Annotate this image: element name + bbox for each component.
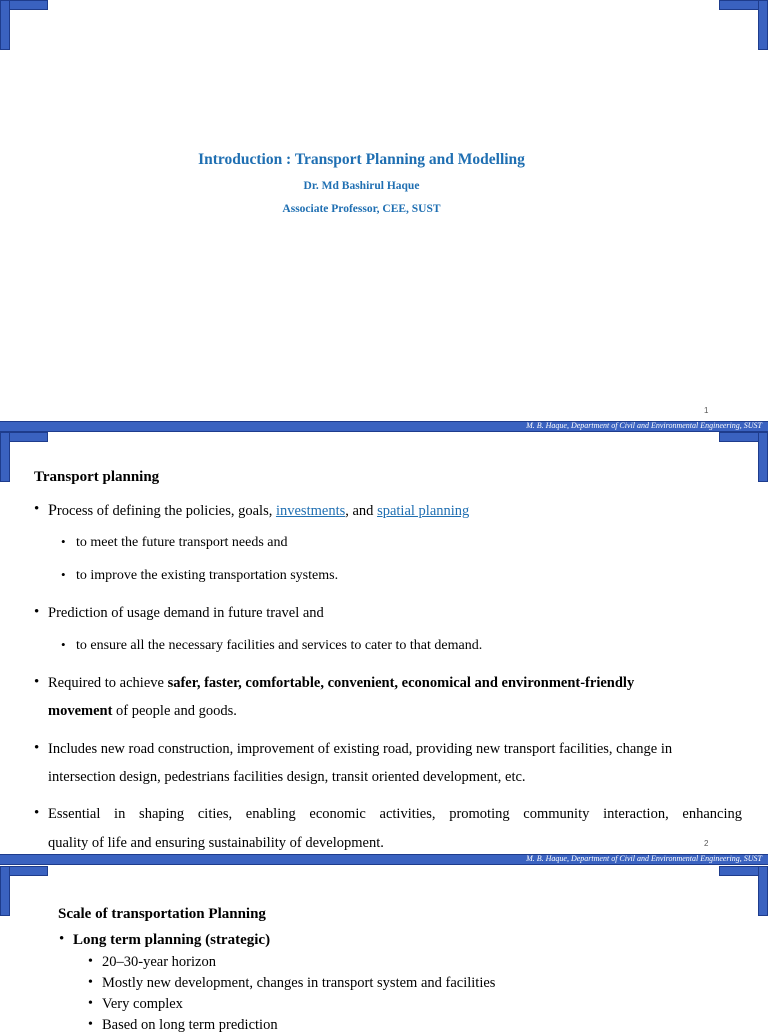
text-fragment: Required to achieve	[48, 675, 168, 691]
bullet-dot: •	[34, 805, 40, 821]
slide-title: Introduction : Transport Planning and Modelling	[198, 151, 525, 168]
section-heading: Transport planning	[34, 469, 160, 485]
list-item: Very complex	[102, 996, 183, 1012]
bold-text: safer, faster, comfortable, convenient, economical and environment-friendly	[167, 675, 635, 691]
list-item	[48, 675, 634, 692]
list-item	[48, 502, 469, 520]
sub-bullet-dot: •	[61, 567, 66, 582]
list-item: Mostly new development, changes in transport system and facilities	[102, 975, 496, 991]
bullet-dot: •	[34, 740, 40, 756]
footer-bar	[0, 854, 768, 865]
list-item: Essential in shaping cities, enabling economic activities, promoting community interaction, enhancing	[48, 806, 742, 822]
list-item-continuation: quality of life and ensuring sustainability of development.	[48, 835, 384, 851]
bullet-dot: •	[59, 931, 65, 947]
spatial-planning-link[interactable]: spatial planning	[377, 503, 470, 519]
first-letter: P	[48, 502, 57, 519]
corner-top-left-vertical	[0, 0, 10, 50]
bullet-dot: •	[34, 674, 40, 690]
slide-2	[0, 432, 768, 866]
corner-top-left-vertical	[0, 866, 10, 916]
list-item: Prediction of usage demand in future travel and	[48, 605, 324, 621]
sub-bullet-dot: •	[88, 996, 93, 1011]
sub-bullet-dot: •	[88, 954, 93, 969]
text-fragment: rocess of defining the policies, goals,	[56, 503, 276, 519]
list-item-continuation	[48, 703, 237, 720]
list-item: Based on long term prediction	[102, 1017, 278, 1033]
text-fragment: of people and goods.	[112, 703, 237, 719]
sub-bullet-dot: •	[88, 975, 93, 990]
footer-text: M. B. Haque, Department of Civil and Environmental Engineering, SUST	[526, 421, 762, 430]
text-fragment: , and	[345, 503, 378, 519]
corner-top-right-vertical	[758, 866, 768, 916]
sub-bullet-dot: •	[88, 1017, 93, 1032]
corner-top-right-vertical	[758, 0, 768, 50]
list-item: Includes new road construction, improvement of existing road, providing new transport facilities, change in	[48, 741, 673, 757]
sub-bullet-dot: •	[61, 534, 66, 549]
author-name: Dr. Md Bashirul Haque	[303, 180, 420, 192]
list-item: to improve the existing transportation systems.	[76, 568, 339, 583]
bullet-dot: •	[34, 604, 40, 620]
author-affiliation: Associate Professor, CEE, SUST	[282, 203, 441, 215]
slide-3	[0, 866, 768, 1033]
section-heading: Scale of transportation Planning	[58, 906, 266, 922]
corner-top-right-vertical	[758, 432, 768, 482]
list-item: Long term planning (strategic)	[73, 932, 271, 948]
footer-bar	[0, 421, 768, 432]
slide-1	[0, 0, 768, 432]
bold-text: movement	[48, 703, 113, 719]
page-number: 1	[704, 406, 709, 415]
investments-link[interactable]: investments	[275, 503, 346, 519]
list-item: 20–30-year horizon	[102, 954, 216, 970]
bullet-dot: •	[34, 501, 40, 517]
page-number: 2	[704, 839, 709, 848]
sub-bullet-dot: •	[61, 637, 66, 652]
list-item-continuation: intersection design, pedestrians facilities design, transit oriented development, etc.	[48, 769, 526, 785]
list-item: to ensure all the necessary facilities and services to cater to that demand.	[76, 638, 483, 653]
list-item: to meet the future transport needs and	[76, 535, 288, 550]
corner-top-left-vertical	[0, 432, 10, 482]
footer-text: M. B. Haque, Department of Civil and Environmental Engineering, SUST	[526, 854, 762, 863]
